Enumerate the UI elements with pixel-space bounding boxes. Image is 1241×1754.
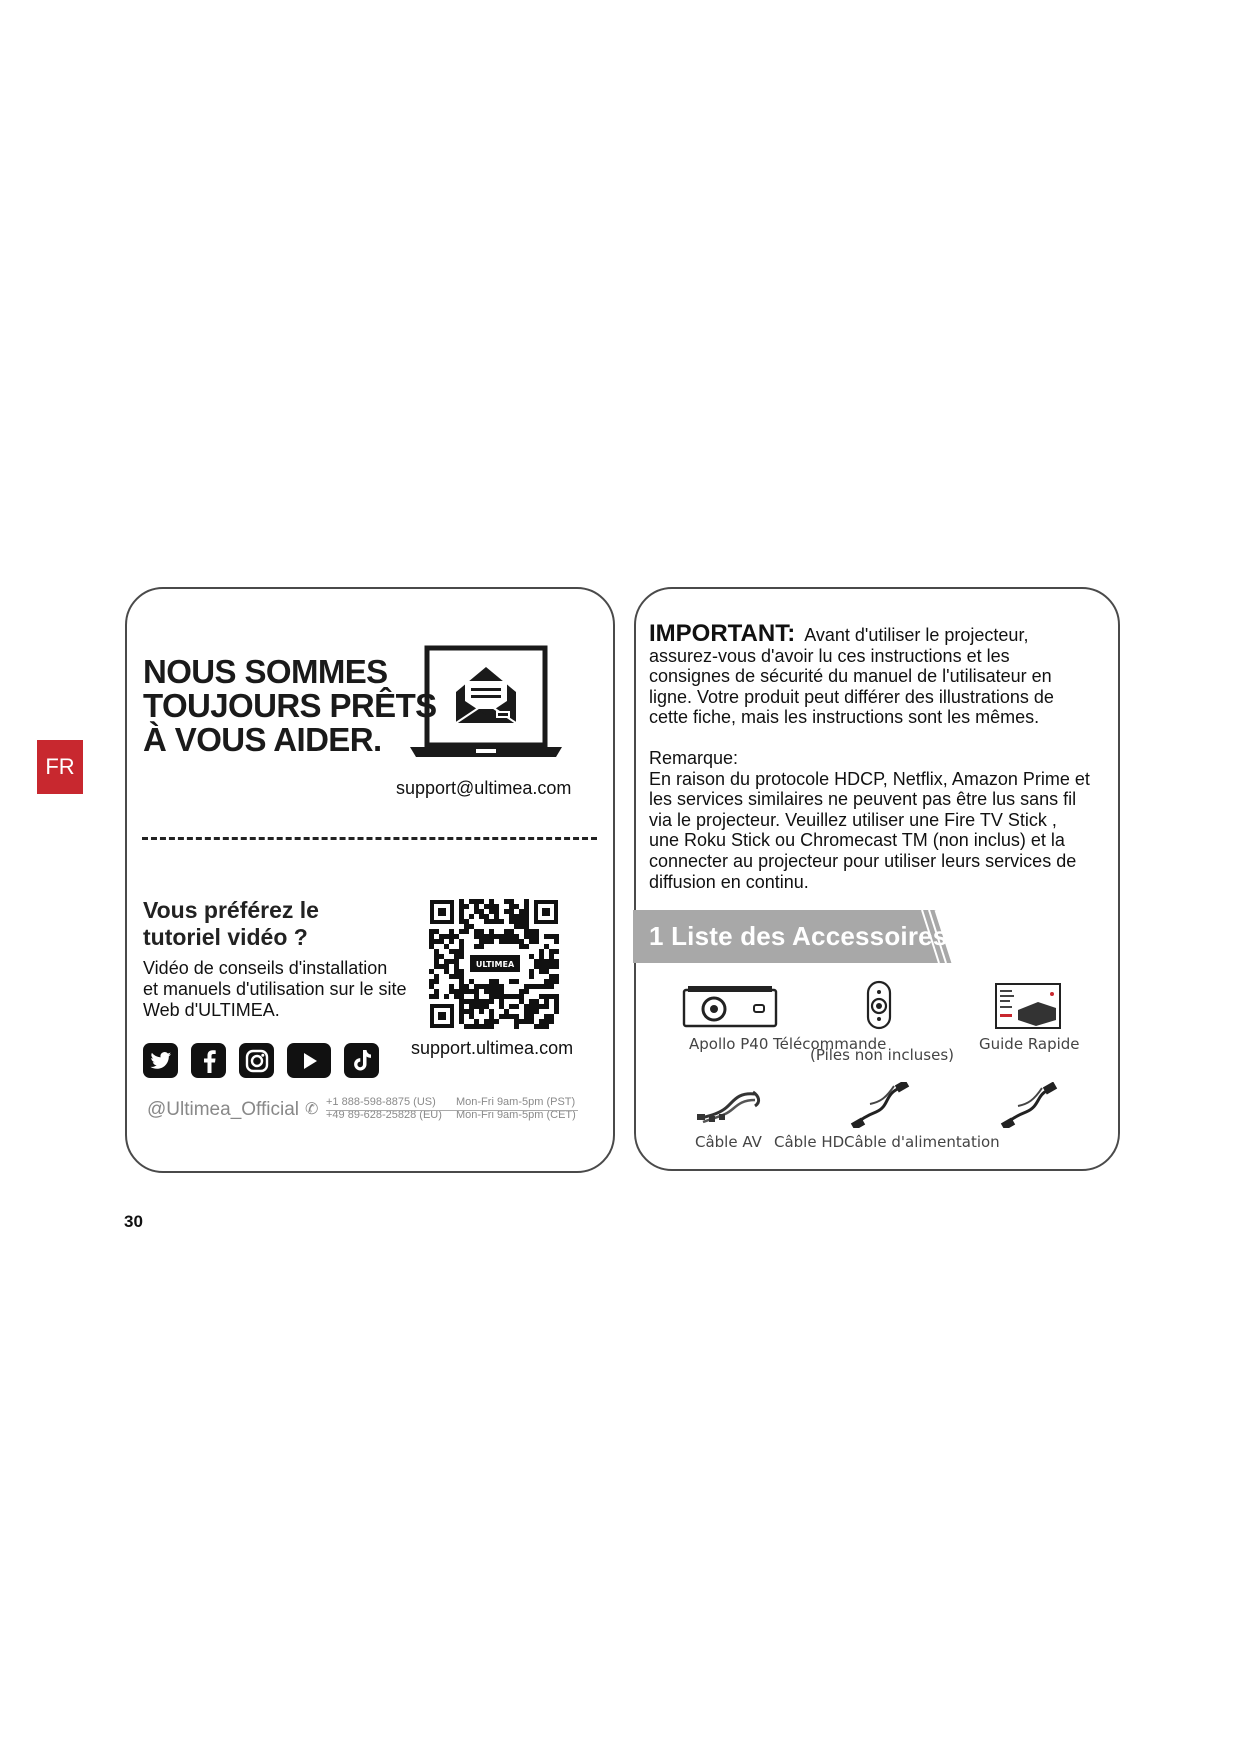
facebook-icon[interactable] — [191, 1043, 226, 1078]
av-cable-label: Câble AV — [695, 1133, 762, 1151]
phone-icon: ✆ — [305, 1101, 319, 1118]
social-handle[interactable]: @Ultimea_Official — [147, 1099, 299, 1120]
remote-label: Télécommande — [773, 1035, 887, 1053]
projector-icon — [682, 986, 778, 1028]
language-tab: FR — [37, 740, 83, 794]
hd-cable-label: Câble HD — [774, 1133, 845, 1151]
tiktok-icon[interactable] — [344, 1043, 379, 1078]
remote-icon — [866, 980, 892, 1030]
guide-label: Guide Rapide — [979, 1035, 1080, 1053]
accessories-title: 1 Liste des Accessoires — [649, 921, 948, 951]
support-email[interactable]: support@ultimea.com — [396, 778, 572, 798]
page-number: 30 — [124, 1212, 143, 1231]
dashed-divider — [142, 837, 597, 840]
phone-numbers: +1 888-598-8875 (US) +49 89-628-25828 (EU) — [326, 1096, 442, 1121]
contact-divider — [326, 1110, 578, 1111]
power-cable-label: Câble d'alimentation — [844, 1133, 1000, 1151]
remark-notice: Remarque: En raison du protocole HDCP, Netflix, Amazon Prime et les services similaires ne peuvent pas être lus sans fil via le projecteur. Veuillez utiliser une Fire TV Stick , une Roku Stick ou Chromecast TM (non inclus) et la connecter au projecteur pour utiliser leurs services de diffusion en continu. — [649, 748, 1090, 892]
laptop-email-icon — [410, 645, 562, 767]
social-icons — [143, 1043, 379, 1078]
youtube-icon[interactable] — [287, 1043, 331, 1078]
instagram-icon[interactable] — [239, 1043, 274, 1078]
projector-label: Apollo P40 — [689, 1035, 769, 1053]
guide-icon — [994, 982, 1062, 1030]
important-notice: IMPORTANT: Avant d'utiliser le projecteur, assurez-vous d'avoir lu ces instructions et les consignes de sécurité du manuel de l'utilisateur en ligne. Votre produit peut différer des illustrations de cette fiche, mais les instructions sont les mêmes. — [649, 620, 1054, 728]
hd-cable-icon — [850, 1082, 910, 1128]
support-hours: Mon-Fri 9am-5pm (PST) Mon-Fri 9am-5pm (CET) — [456, 1096, 576, 1121]
help-title: NOUS SOMMES TOUJOURS PRÊTS À VOUS AIDER. — [143, 653, 437, 758]
power-cable-icon — [1000, 1082, 1058, 1128]
video-title: Vous préférez le tutoriel vidéo ? — [143, 897, 319, 950]
qr-code[interactable] — [429, 899, 559, 1029]
twitter-icon[interactable] — [143, 1043, 178, 1078]
video-description: Vidéo de conseils d'installation et manuels d'utilisation sur le site Web d'ULTIMEA. — [143, 958, 407, 1020]
support-site[interactable]: support.ultimea.com — [411, 1038, 574, 1058]
av-cable-icon — [695, 1088, 765, 1124]
remote-note: (Piles non incluses) — [810, 1046, 954, 1064]
qr-logo-text: ULTIMEA — [475, 960, 515, 969]
